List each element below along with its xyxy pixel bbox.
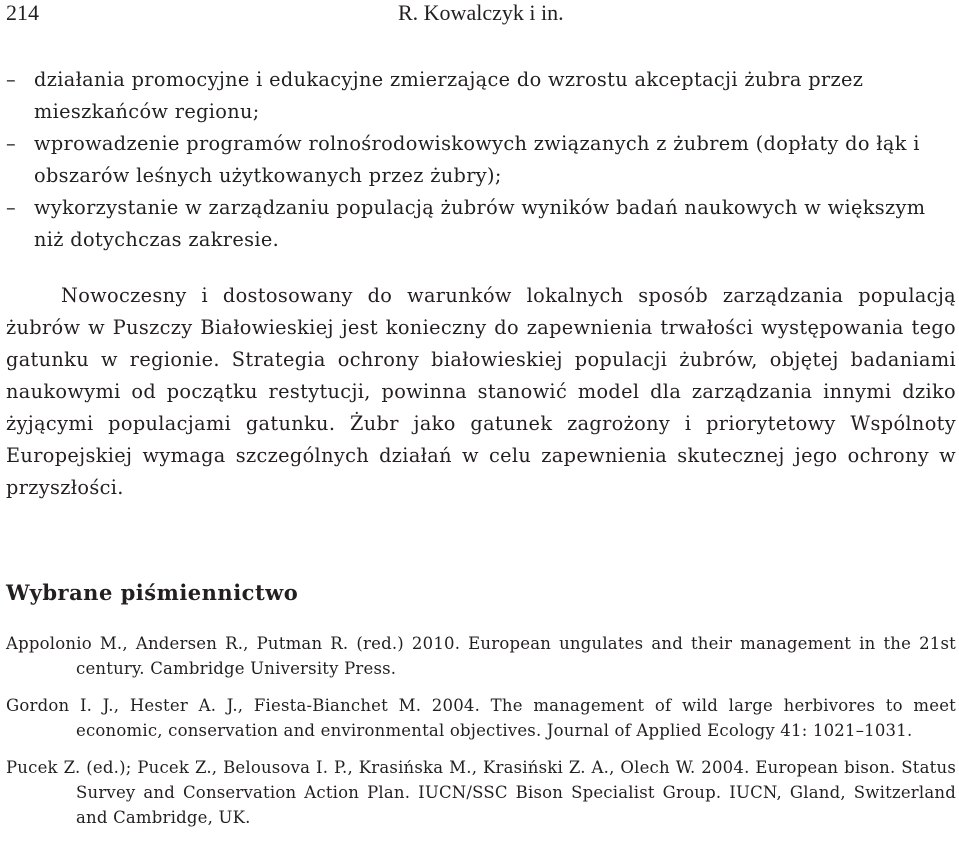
page-number: 214 <box>6 0 39 25</box>
bullet-text: działania promocyjne i edukacyjne zmierzające do wzrostu akceptacji żubra przez mieszkańców regionu; <box>34 68 864 123</box>
bullet-item <box>6 192 956 256</box>
running-head: R. Kowalczyk i in. <box>398 0 564 25</box>
bullet-item <box>6 64 956 128</box>
bullet-dash: – <box>6 132 16 155</box>
bullet-item <box>6 128 956 192</box>
body-paragraph: Nowoczesny i dostosowany do warunków lokalnych sposób zarządzania populacją żubrów w Puszczy Białowieskiej jest konieczny do zapewnienia trwałości występowania tego gatunku w regionie. Strategia ochrony białowieskiej populacji żubrów, objętej badaniami naukowymi od początku restytucji, powinna stanowić model dla zarządzania innymi dziko żyjącymi populacjami gatunku. Żubr jako gatunek zagrożony i priorytetowy Wspólnoty Europejskiej wymaga szczególnych działań w celu zapewnienia skutecznej jego ochrony w przyszłości. <box>6 284 956 499</box>
reference-entry: Appolonio M., Andersen R., Putman R. (red.) 2010. European ungulates and their management in the 21st century. Cambridge University Press. <box>6 634 956 678</box>
reference-entry: Pucek Z. (ed.); Pucek Z., Belousova I. P., Krasińska M., Krasiński Z. A., Olech W. 2004. European bison. Status Survey and Conservation Action Plan. IUCN/SSC Bison Specialist Group. IUCN, Gland, Switzerland and Cambridge, UK. <box>6 758 956 827</box>
bullet-dash: – <box>6 196 16 219</box>
reference-entry: Gordon I. J., Hester A. J., Fiesta-Bianchet M. 2004. The management of wild large herbivores to meet economic, conservation and environmental objectives. Journal of Applied Ecology 41: 1021–1031. <box>6 696 956 740</box>
bullet-dash: – <box>6 68 16 91</box>
bullet-list <box>6 64 956 256</box>
bullet-text: wykorzystanie w zarządzaniu populacją żubrów wyników badań naukowych w większym niż dotychczas zakresie. <box>34 196 926 251</box>
section-heading: Wybrane piśmiennictwo <box>6 580 299 605</box>
bullet-text: wprowadzenie programów rolnośrodowiskowych związanych z żubrem (dopłaty do łąk i obszarów leśnych użytkowanych przez żubry); <box>34 132 920 187</box>
page-header <box>0 0 959 30</box>
reference-list <box>6 631 956 842</box>
